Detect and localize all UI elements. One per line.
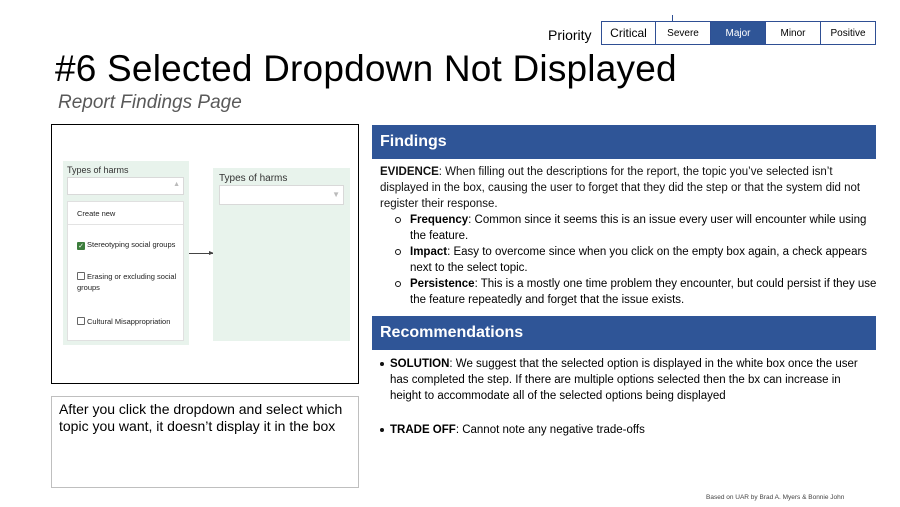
circle-bullet-icon [395, 249, 401, 255]
priority-major-selected: Major [711, 22, 766, 44]
dropdown-option-stereotyping[interactable] [77, 239, 183, 250]
caption-box: After you click the dropdown and select which topic you want, it doesn’t display it in the box [51, 396, 359, 488]
item-text: : Common since it seems this is an issue every user will encounter while using the feature. [410, 214, 867, 242]
item-label: Impact [410, 246, 448, 258]
item-text: : Easy to overcome since when you click on the empty box again, a check appears next to the select topic. [410, 246, 868, 274]
evidence-paragraph [380, 164, 870, 212]
dropdown-option-cultural[interactable] [77, 316, 183, 327]
priority-scale [601, 21, 876, 45]
findings-heading: Findings [372, 125, 876, 159]
item-text: : Cannot note any negative trade-offs [455, 424, 645, 436]
priority-critical: Critical [602, 22, 656, 44]
item-label: SOLUTION [390, 358, 450, 370]
item-text: : This is a mostly one time problem they encounter, but could persist if they use the feature repeatedly and forget that the issue exists. [410, 278, 877, 306]
right-arrow-icon [189, 253, 213, 254]
list-item [380, 356, 870, 404]
checkbox-checked-icon[interactable]: ✓ [78, 243, 84, 250]
slide-title: #6 Selected Dropdown Not Displayed [55, 48, 677, 89]
bullet-icon [380, 428, 384, 432]
evidence-label: EVIDENCE [380, 166, 439, 178]
recommendations-heading: Recommendations [372, 316, 876, 350]
option-label: Stereotyping social groups [87, 240, 176, 249]
slide-subtitle: Report Findings Page [58, 92, 242, 113]
item-label: TRADE OFF [390, 424, 456, 436]
left-select-box[interactable] [67, 177, 184, 195]
priority-severe: Severe [656, 22, 711, 44]
priority-label: Priority [548, 27, 592, 43]
option-label: Erasing or excluding social groups [77, 272, 177, 292]
screenshot-frame [51, 124, 359, 384]
left-panel-label: Types of harms [67, 165, 129, 175]
item-label: Persistence [410, 278, 475, 290]
circle-bullet-icon [395, 217, 401, 223]
dropdown-menu [67, 201, 184, 341]
right-panel [213, 168, 350, 341]
left-panel [63, 161, 189, 345]
evidence-text: : When filling out the descriptions for the report, the topic you’ve selected isn’t displayed in the box, causing the user to forget that they did the step or that the system did not register their response. [380, 166, 861, 210]
right-panel-label: Types of harms [219, 173, 288, 184]
priority-positive: Positive [821, 22, 875, 44]
bullet-icon [380, 362, 384, 366]
findings-list [395, 212, 877, 308]
list-item [395, 276, 877, 308]
dropdown-divider [68, 224, 183, 225]
item-label: Frequency [410, 214, 469, 226]
checkbox-icon[interactable] [77, 272, 85, 280]
recommendations-list [380, 356, 870, 438]
footer-credit: Based on UAR by Brad A. Myers & Bonnie John [706, 494, 845, 501]
option-label: Cultural Misappropriation [87, 317, 171, 326]
item-text: : We suggest that the selected option is displayed in the white box once the user has completed the step. If there are multiple options selected then the bx can increase in height to accommodate all of the selected options being displayed [390, 358, 858, 402]
circle-bullet-icon [395, 281, 401, 287]
dropdown-option-erasing[interactable] [77, 271, 183, 293]
list-item [395, 212, 877, 244]
chevron-down-icon: ▼ [332, 190, 340, 199]
priority-minor: Minor [766, 22, 821, 44]
list-item [395, 244, 877, 276]
chevron-up-icon: ▲ [173, 181, 180, 188]
dropdown-create-new[interactable]: Create new [77, 209, 116, 218]
right-select-box[interactable] [219, 185, 344, 205]
list-item [380, 422, 870, 438]
checkbox-icon[interactable] [77, 317, 85, 325]
